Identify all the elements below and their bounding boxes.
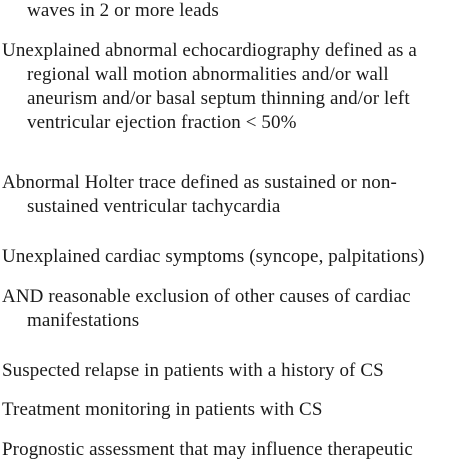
criteria-item-exclusion-line-2: manifestations (27, 310, 140, 331)
criteria-item-holter: Abnormal Holter trace defined as sustained or non- (2, 172, 397, 193)
criteria-item-relapse: Suspected relapse in patients with a history of CS (2, 360, 384, 381)
criteria-item-echocardiography-line-3: aneurism and/or basal septum thinning and/or left (27, 88, 410, 109)
criteria-item-treatment-monitoring: Treatment monitoring in patients with CS (2, 399, 323, 420)
criteria-continuation-line: waves in 2 or more leads (27, 0, 219, 21)
criteria-item-symptoms: Unexplained cardiac symptoms (syncope, palpitations) (2, 246, 425, 267)
criteria-item-echocardiography-line-2: regional wall motion abnormalities and/or wall (27, 64, 389, 85)
criteria-item-holter-line-2: sustained ventricular tachycardia (27, 196, 281, 217)
criteria-item-echocardiography-line-4: ventricular ejection fraction < 50% (27, 112, 297, 133)
criteria-item-echocardiography: Unexplained abnormal echocardiography defined as a (2, 40, 417, 61)
criteria-item-exclusion: AND reasonable exclusion of other causes of cardiac (2, 286, 411, 307)
criteria-item-prognostic: Prognostic assessment that may influence therapeutic (2, 439, 413, 460)
